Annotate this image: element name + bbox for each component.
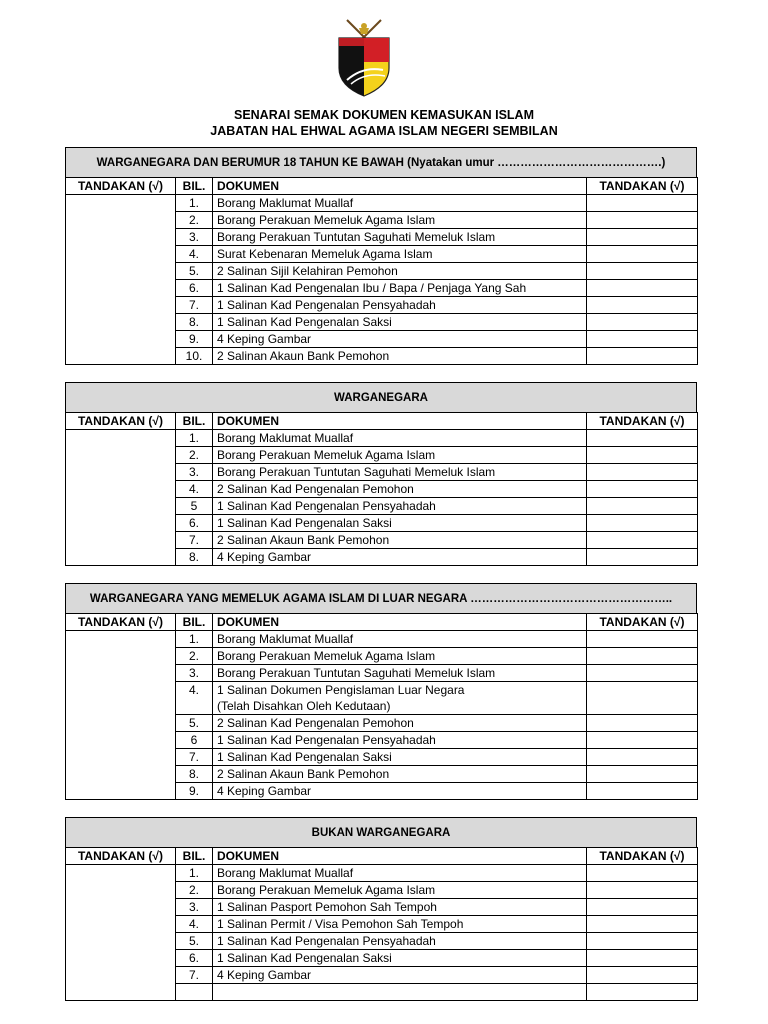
bil-cell: 1. (176, 865, 213, 882)
section-title: WARGANEGARA DAN BERUMUR 18 TAHUN KE BAWAH (Nyatakan umur …………………………………….) (65, 147, 697, 178)
bil-cell: 2. (176, 648, 213, 665)
dokumen-text: 1 Salinan Dokumen Pengislaman Luar Negara (217, 683, 465, 697)
dokumen-cell (213, 498, 587, 515)
tandakan-checkbox-cell[interactable] (587, 498, 698, 515)
dokumen-cell (213, 715, 587, 732)
bil-cell: 5. (176, 715, 213, 732)
dokumen-cell (213, 246, 587, 263)
dokumen-text: 2 Salinan Akaun Bank Pemohon (217, 533, 390, 547)
tandakan-checkbox-cell[interactable] (587, 515, 698, 532)
header-row (66, 614, 698, 631)
bil-cell: 9. (176, 783, 213, 800)
dokumen-text: 1 Salinan Kad Pengenalan Saksi (217, 516, 392, 530)
dokumen-header: DOKUMEN (213, 413, 587, 430)
bil-cell: 6. (176, 950, 213, 967)
bil-cell: 5. (176, 933, 213, 950)
bil-header: BIL. (176, 848, 213, 865)
tandakan-left-cell[interactable] (66, 631, 176, 800)
tandakan-header: TANDAKAN (√) (66, 848, 176, 865)
section-title: BUKAN WARGANEGARA (65, 817, 697, 848)
bil-cell: 1. (176, 430, 213, 447)
tandakan-header: TANDAKAN (√) (66, 178, 176, 195)
checklist-section (65, 583, 697, 800)
dokumen-text: 4 Keping Gambar (217, 550, 312, 564)
bil-cell: 1. (176, 631, 213, 648)
tandakan-header: TANDAKAN (√) (66, 614, 176, 631)
checklist-table (65, 177, 698, 365)
bil-cell: 6. (176, 280, 213, 297)
dokumen-text: 4 Keping Gambar (217, 784, 312, 798)
dokumen-text: Borang Perakuan Tuntutan Saguhati Memeluk Islam (217, 465, 496, 479)
department-title: JABATAN HAL EHWAL AGAMA ISLAM NEGERI SEMBILAN (210, 124, 558, 138)
dokumen-text: Borang Perakuan Memeluk Agama Islam (217, 883, 436, 897)
tandakan-checkbox-cell[interactable] (587, 297, 698, 314)
bil-cell: 4. (176, 682, 213, 715)
table-row (66, 195, 698, 212)
bil-cell: 5 (176, 498, 213, 515)
tandakan-checkbox-cell[interactable] (587, 532, 698, 549)
dokumen-text: 1 Salinan Kad Pengenalan Saksi (217, 951, 392, 965)
tandakan-checkbox-cell[interactable] (587, 481, 698, 498)
dokumen-text: Surat Kebenaran Memeluk Agama Islam (217, 247, 433, 261)
tandakan-left-cell[interactable] (66, 430, 176, 566)
tandakan-header: TANDAKAN (√) (587, 413, 698, 430)
bil-cell: 4. (176, 481, 213, 498)
tandakan-checkbox-cell[interactable] (587, 430, 698, 447)
tandakan-checkbox-cell[interactable] (587, 246, 698, 263)
dokumen-cell (213, 481, 587, 498)
bil-header: BIL. (176, 178, 213, 195)
tandakan-checkbox-cell[interactable] (587, 732, 698, 749)
dokumen-text: 1 Salinan Kad Pengenalan Ibu / Bapa / Penjaga Yang Sah (217, 281, 527, 295)
dokumen-cell (213, 331, 587, 348)
tandakan-checkbox-cell[interactable] (587, 631, 698, 648)
tandakan-checkbox-cell[interactable] (587, 882, 698, 899)
tandakan-checkbox-cell[interactable] (587, 665, 698, 682)
bil-cell: 4. (176, 916, 213, 933)
dokumen-cell (213, 314, 587, 331)
dokumen-text: Borang Maklumat Muallaf (217, 632, 354, 646)
dokumen-cell (213, 865, 587, 882)
table-row (66, 865, 698, 882)
tandakan-checkbox-cell[interactable] (587, 331, 698, 348)
tandakan-header: TANDAKAN (√) (587, 178, 698, 195)
bil-cell: 5. (176, 263, 213, 280)
dokumen-text: 1 Salinan Pasport Pemohon Sah Tempoh (217, 900, 437, 914)
dokumen-text: Borang Perakuan Memeluk Agama Islam (217, 213, 436, 227)
tandakan-left-cell[interactable] (66, 195, 176, 365)
bil-cell: 7. (176, 297, 213, 314)
tandakan-checkbox-cell[interactable] (587, 447, 698, 464)
bil-cell: 3. (176, 665, 213, 682)
bil-cell: 7. (176, 532, 213, 549)
tandakan-checkbox-cell[interactable] (587, 984, 698, 1001)
dokumen-cell (213, 648, 587, 665)
tandakan-checkbox-cell[interactable] (587, 195, 698, 212)
tandakan-checkbox-cell[interactable] (587, 766, 698, 783)
checklist-table (65, 613, 698, 800)
tandakan-checkbox-cell[interactable] (587, 648, 698, 665)
dokumen-cell (213, 280, 587, 297)
dokumen-cell (213, 631, 587, 648)
dokumen-text: 2 Salinan Akaun Bank Pemohon (217, 349, 390, 363)
dokumen-cell (213, 916, 587, 933)
tandakan-checkbox-cell[interactable] (587, 314, 698, 331)
tandakan-checkbox-cell[interactable] (587, 933, 698, 950)
dokumen-text: 2 Salinan Sijil Kelahiran Pemohon (217, 264, 398, 278)
dokumen-text: Borang Perakuan Memeluk Agama Islam (217, 649, 436, 663)
bil-cell: 2. (176, 882, 213, 899)
checklist-section (65, 382, 697, 566)
dokumen-text: Borang Maklumat Muallaf (217, 431, 354, 445)
bil-cell: 3. (176, 229, 213, 246)
dokumen-text: Borang Perakuan Memeluk Agama Islam (217, 448, 436, 462)
tandakan-checkbox-cell[interactable] (587, 715, 698, 732)
tandakan-checkbox-cell[interactable] (587, 212, 698, 229)
dokumen-text: 1 Salinan Kad Pengenalan Saksi (217, 315, 392, 329)
section-title: WARGANEGARA YANG MEMELUK AGAMA ISLAM DI LUAR NEGARA …………………………………………….. (65, 583, 697, 614)
table-row (66, 430, 698, 447)
dokumen-cell (213, 682, 587, 715)
dokumen-text: Borang Perakuan Tuntutan Saguhati Memeluk Islam (217, 230, 496, 244)
dokumen-header: DOKUMEN (213, 848, 587, 865)
dokumen-cell (213, 532, 587, 549)
dokumen-cell (213, 950, 587, 967)
bil-cell: 1. (176, 195, 213, 212)
dokumen-text: Borang Maklumat Muallaf (217, 196, 354, 210)
tandakan-header: TANDAKAN (√) (66, 413, 176, 430)
dokumen-text: 4 Keping Gambar (217, 968, 312, 982)
tandakan-checkbox-cell[interactable] (587, 967, 698, 984)
dokumen-cell (213, 933, 587, 950)
dokumen-text: 2 Salinan Kad Pengenalan Pemohon (217, 716, 414, 730)
bil-cell: 3. (176, 899, 213, 916)
dokumen-cell (213, 984, 587, 1001)
dokumen-header: DOKUMEN (213, 614, 587, 631)
bil-cell: 9. (176, 331, 213, 348)
dokumen-cell (213, 212, 587, 229)
bil-cell: 10. (176, 348, 213, 365)
tandakan-checkbox-cell[interactable] (587, 682, 698, 715)
dokumen-cell (213, 899, 587, 916)
tandakan-checkbox-cell[interactable] (587, 464, 698, 481)
header-row (66, 413, 698, 430)
tandakan-left-cell[interactable] (66, 865, 176, 1001)
dokumen-text: 1 Salinan Kad Pengenalan Pensyahadah (217, 298, 436, 312)
bil-header: BIL. (176, 413, 213, 430)
bil-cell: 7. (176, 749, 213, 766)
dokumen-text: Borang Maklumat Muallaf (217, 866, 354, 880)
dokumen-text: 2 Salinan Kad Pengenalan Pemohon (217, 482, 414, 496)
dokumen-cell (213, 447, 587, 464)
dokumen-cell (213, 430, 587, 447)
dokumen-text: 1 Salinan Kad Pengenalan Pensyahadah (217, 499, 436, 513)
document-title: SENARAI SEMAK DOKUMEN KEMASUKAN ISLAM (233, 108, 534, 122)
bil-cell: 6 (176, 732, 213, 749)
dokumen-cell (213, 348, 587, 365)
dokumen-cell (213, 297, 587, 314)
dokumen-cell (213, 229, 587, 246)
dokumen-text: 4 Keping Gambar (217, 332, 312, 346)
dokumen-cell (213, 665, 587, 682)
tandakan-checkbox-cell[interactable] (587, 348, 698, 365)
dokumen-cell (213, 783, 587, 800)
dokumen-note: (Telah Disahkan Oleh Kedutaan) (217, 699, 391, 713)
tandakan-checkbox-cell[interactable] (587, 865, 698, 882)
tandakan-checkbox-cell[interactable] (587, 749, 698, 766)
tandakan-checkbox-cell[interactable] (587, 263, 698, 280)
bil-cell: 6. (176, 515, 213, 532)
checklist-section (65, 147, 697, 365)
tandakan-checkbox-cell[interactable] (587, 280, 698, 297)
dokumen-cell (213, 882, 587, 899)
checklist-table (65, 412, 698, 566)
tandakan-checkbox-cell[interactable] (587, 549, 698, 566)
dokumen-cell (213, 263, 587, 280)
dokumen-text: 1 Salinan Kad Pengenalan Saksi (217, 750, 392, 764)
dokumen-cell (213, 464, 587, 481)
tandakan-checkbox-cell[interactable] (587, 783, 698, 800)
dokumen-cell (213, 732, 587, 749)
section-title: WARGANEGARA (65, 382, 697, 413)
dokumen-cell (213, 195, 587, 212)
bil-cell: 4. (176, 246, 213, 263)
tandakan-header: TANDAKAN (√) (587, 848, 698, 865)
bil-header: BIL. (176, 614, 213, 631)
tandakan-checkbox-cell[interactable] (587, 229, 698, 246)
dokumen-cell (213, 766, 587, 783)
bil-cell: 2. (176, 212, 213, 229)
header-row (66, 178, 698, 195)
dokumen-text: 2 Salinan Akaun Bank Pemohon (217, 767, 390, 781)
tandakan-checkbox-cell[interactable] (587, 950, 698, 967)
bil-cell: 8. (176, 314, 213, 331)
state-crest-icon (333, 16, 395, 98)
dokumen-cell (213, 549, 587, 566)
bil-cell: 7. (176, 967, 213, 984)
bil-cell (176, 984, 213, 1001)
bil-cell: 2. (176, 447, 213, 464)
dokumen-cell (213, 967, 587, 984)
tandakan-checkbox-cell[interactable] (587, 899, 698, 916)
dokumen-text: 1 Salinan Kad Pengenalan Pensyahadah (217, 733, 436, 747)
table-row (66, 631, 698, 648)
tandakan-header: TANDAKAN (√) (587, 614, 698, 631)
dokumen-cell (213, 749, 587, 766)
bil-cell: 3. (176, 464, 213, 481)
bil-cell: 8. (176, 766, 213, 783)
tandakan-checkbox-cell[interactable] (587, 916, 698, 933)
dokumen-header: DOKUMEN (213, 178, 587, 195)
dokumen-text: 1 Salinan Permit / Visa Pemohon Sah Tempoh (217, 917, 464, 931)
bil-cell: 8. (176, 549, 213, 566)
dokumen-text: 1 Salinan Kad Pengenalan Pensyahadah (217, 934, 436, 948)
dokumen-text: Borang Perakuan Tuntutan Saguhati Memeluk Islam (217, 666, 496, 680)
header-row (66, 848, 698, 865)
checklist-section (65, 817, 697, 1001)
checklist-table (65, 847, 698, 1001)
dokumen-cell (213, 515, 587, 532)
